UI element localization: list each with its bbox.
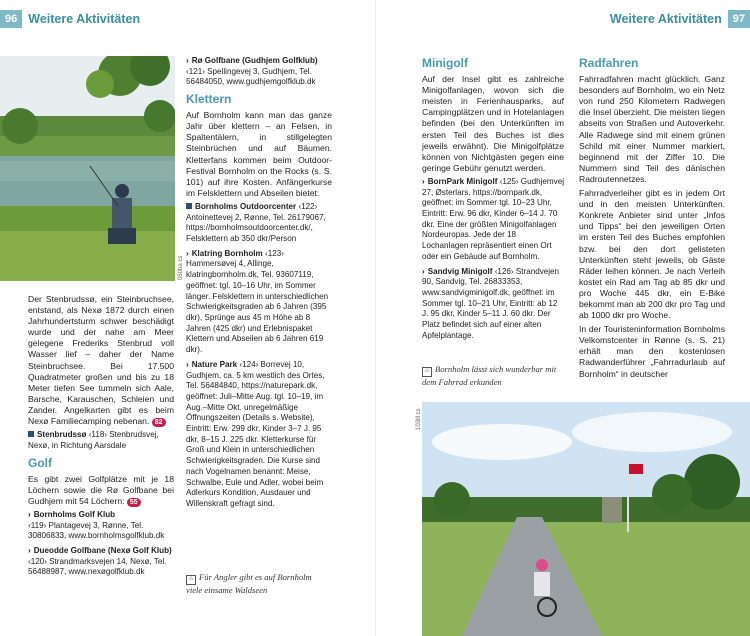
section-heading-radfahren: Radfahren (579, 56, 639, 70)
listing-entry: Bornholms Outdoorcenter ‹122› Antoinettevej 2, Rønne, Tel. 26179067, https://bornholmsoutdoorcenter.dk/, Felsklettern ab 350 dkr/Person (186, 201, 326, 244)
map-pin-marker: 55 (127, 498, 141, 507)
page-number: 97 (728, 10, 750, 28)
stenbrudsso-intro: Der Stenbrudssø, ein Steinbruchsee, entstand, als Nexø 1872 durch einen Jahrhundertsturm schwer beschädigt wurde und der nahe am Meer gelegene Frederiks Stenbrud voll Wasser lief – daher der Name Steinbruchsee. Bei 17.500 Quadratmeter großen und bis zu 18 Meter tiefen See tummeln sich Aale, Barsche, Karauschen, Schleien und Zander. Angelkarten gibt es beim Nexø Familiecamping nebenan. 82 (28, 294, 174, 427)
section-heading-klettern: Klettern (186, 92, 232, 107)
running-title: Weitere Aktivitäten (609, 12, 722, 26)
photo-angler-lake (0, 56, 175, 281)
listing-entry: › Dueodde Golfbane (Nexø Golf Klub) ‹120› Strandmarksvejen 14, Nexø, Tel. 56488987, www.nexøgolfklub.dk (28, 546, 172, 577)
square-bullet-icon (28, 431, 34, 437)
golf-intro: Es gibt zwei Golfplätze mit je 18 Löchern sowie die Rø Golfbane bei Gudhjem mit 54 Löchern: 55 (28, 473, 174, 506)
listing-entry: › BornPark Minigolf ‹125› Gudhjemvej 27, Østerlars, https://bornpark.dk, geöffnet: im Sommer tgl. 10–23 Uhr, Eintritt: Erw. 96 dkr, Kinder 6–14 J. 70 dkr. Eine der größten Minigolfanlagen Nordeuropas. Jede der 18 Lochanlagen repräsentiert einen Ort oder ein Gebäude auf Bornholm. (422, 176, 564, 261)
right-page-column-1 (422, 52, 564, 345)
arrow-bullet-icon: › (422, 176, 425, 186)
photo-credit: 050ba cs (178, 255, 184, 280)
right-page-header (604, 8, 750, 30)
photo-caption: ⌂ Für Angler gibt es auf Bornholm viele einsame Waldseen (186, 572, 312, 595)
radfahren-paragraph: Fahrradverleiher gibt es in jedem Ort und in den meisten Unterkünften. Konkrete Anbieter sind unter „Infos und Tipps“ bei den jeweiligen Orten im ersten Teil des Buches empfohlen bzw. bei den dort gelisteten Unterkünften steht jeweils, ob Gäste Räder leihen können. Je nach Verleih kostet ein Rad am Tag ab 85 dkr und pro Woche 445 dkr, ein E-Bike bekommt man ab 200 dkr pro Tag und ab 1000 dkr pro Woche. (579, 188, 725, 321)
arrow-bullet-icon: › (28, 509, 31, 519)
section-heading-minigolf: Minigolf (422, 56, 468, 70)
caption-photo-icon: ⌂ (186, 575, 196, 585)
section-heading-golf: Golf (28, 455, 52, 470)
arrow-bullet-icon: › (186, 359, 189, 369)
minigolf-intro: Auf der Insel gibt es zahlreiche Minigolfanlagen, wovon sich die meisten in Ferienhausparks, auf Campingplätzen und in Hotelanlagen befinden (bei den Unterkünften im ersten Teil des Buches ist dies jeweils erwähnt). Die Minigolfplätze können von Nichtgästen gegen eine geringe Gebühr genutzt werden. (422, 74, 564, 173)
photo-credit: 103lll cs (416, 408, 422, 430)
left-page-header (0, 8, 146, 30)
page-number: 96 (0, 10, 22, 28)
arrow-bullet-icon: › (186, 56, 189, 65)
listing-entry: › Nature Park ‹124› Borrevej 10, Gudhjem, ca. 5 km westlich des Ortes, Tel. 56484840, https://naturepark.dk, geöffnet: Juli–Mitte Aug. tgl. 10–19, im Aug.–Mitte Okt. unregelmäßige Öffnungszeiten (Details s. Website), Eintritt: Erw. 299 dkr, Kinder 3–7 J. 95 dkr, 8–15 J. 225 dkr. Kletterkurse für Groß und Klein in unterschiedlichen Schwierigkeitsgraden. Die Kurse sind nach Vogelnamen benannt: Meise, Schwalbe, Eule und Adler, wobei beim Adlerkurs Kondition, Ausdauer und Willenskraft gefragt sind. (186, 359, 325, 508)
caption-photo-icon: ⌂ (422, 367, 432, 377)
right-page (375, 0, 750, 636)
arrow-bullet-icon: › (28, 546, 31, 556)
radfahren-paragraph: Fahrradfahren macht glücklich. Ganz besonders auf Bornholm, wo ein Netz von rund 250 Kilometern Radwegen die Insel überzieht. Die meisten liegen abseits von Straßen und Autoverkehr. Alle Radwege sind mit einem grünen Schild mit einer Nummer markiert, beginnend mit der Ziffer 10. Die Nummern sind Teil des dänischen Radroutennetzes. (579, 74, 725, 184)
left-page-column-2 (186, 56, 332, 514)
arrow-bullet-icon: › (422, 266, 425, 276)
listing-entry: › Bornholms Golf Klub ‹119› Plantagevej 3, Rønne, Tel. 30806833, www.bornholmsgolfklub.dk (28, 509, 165, 541)
square-bullet-icon (186, 203, 192, 209)
listing-entry: › Rø Golfbane (Gudhjem Golfklub) ‹121› Spellingevej 3, Gudhjem, Tel. 56484050, www.gudhjemgolfklub.dk (186, 56, 318, 87)
radfahren-paragraph: In der Touristeninformation Bornholms Velkomstcenter in Rønne (s. S. 21) erhält man den kostenlosen Radwanderführer „Fahrradurlaub auf Bornholm“ in deutscher (579, 324, 725, 379)
running-title: Weitere Aktivitäten (28, 12, 141, 26)
listing-entry: › Sandvig Minigolf ‹126› Strandvejen 90, Sandvig, Tel. 26833353, www.sandvigminigolf.dk, geöffnet: im Sommer tgl. 10–21 Uhr, Eintritt: ab 12 J. 95 dkr, Kinder 5–11 J. 60 dkr. Der Platz befindet sich auf einer alten Apfelplantage. (422, 266, 560, 340)
map-pin-marker: 82 (152, 418, 166, 427)
klettern-intro: Auf Bornholm kann man das ganze Jahr über klettern – an Felsen, in Spaltentälern, in stillgelegten Steinbrüchen und auf Bäumen. Kletterfans kommen beim Outdoor-Festival Bornholm on the Rocks (s. S. 101) auf ihre Kosten. Anfängerkurse im Felsklettern und Abseilen bietet: (186, 110, 332, 198)
right-page-column-2 (579, 52, 725, 383)
left-page-column-1 (28, 294, 174, 582)
arrow-bullet-icon: › (186, 248, 189, 258)
listing-entry: › Klatring Bornholm ‹123› Hammersøvej 4, Allinge, klatringbornholm.dk, Tel. 93607119, geöffnet: tgl. 10–16 Uhr, im Sommer länger. Felsklettern in unterschiedlichen Schwierigkeitsgraden ab 6 Jahren (395 dkr), Sprünge aus 45 m Höhe ab 8 Jahren (425 dkr) und Erlebnispaket Klettern und Abseilen ab 6 Jahren 619 dkr). (186, 248, 329, 355)
photo-cyclist-path (422, 402, 750, 636)
photo-caption: ⌂ Bornholm lässt sich wunderbar mit dem Fahrrad erkunden (422, 364, 557, 387)
listing-entry: Stenbrudssø ‹118› Stenbrudsvej, Nexø, in Richtung Aarsdale (28, 430, 159, 450)
